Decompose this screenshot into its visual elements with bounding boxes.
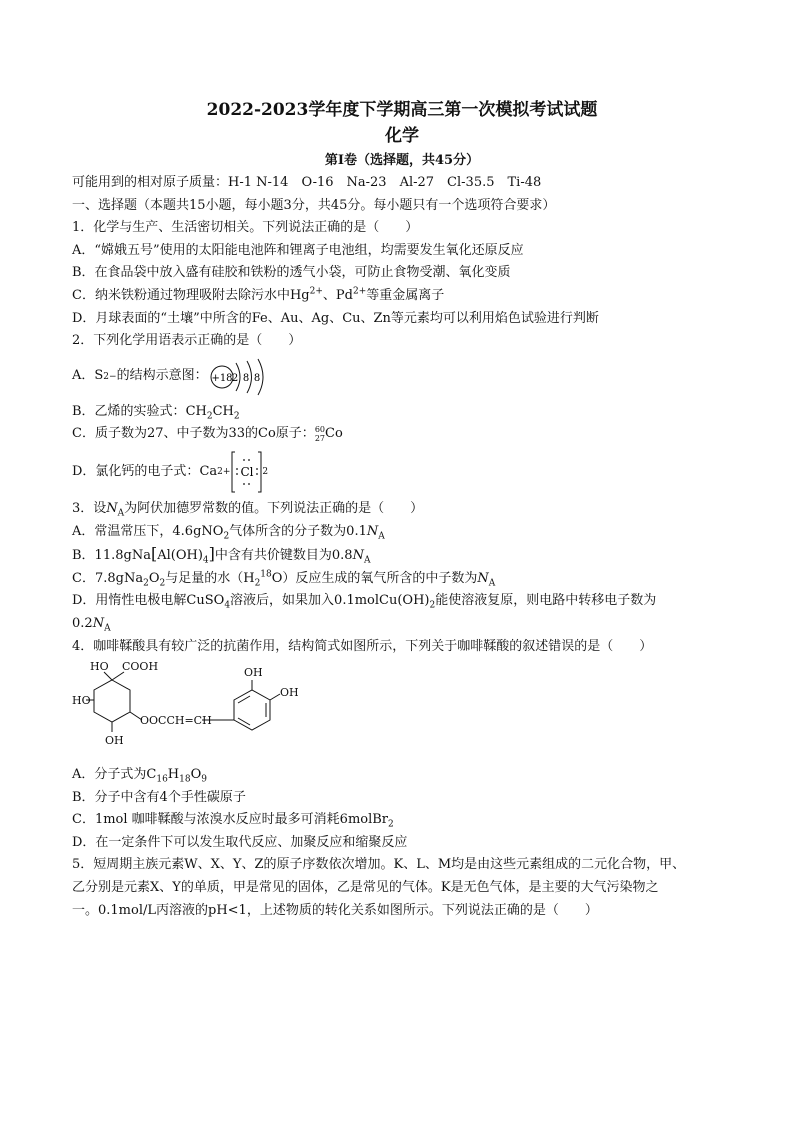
- question-3-option-a: [72, 521, 732, 544]
- text: C．质子数为27、中子数为33的Co原子：: [72, 426, 315, 442]
- label-oh-ring-top: OH: [244, 666, 263, 680]
- atom-structure-diagram: [208, 355, 272, 399]
- formula: Al(OH): [157, 548, 203, 564]
- nuclide-numbers: [315, 425, 325, 443]
- electron-formula-bracket: [230, 448, 264, 496]
- subscript: 4: [202, 555, 209, 566]
- subscript: 18: [179, 774, 191, 785]
- section-heading: 第Ⅰ卷（选择题，共45分）: [324, 153, 480, 168]
- subscript: A: [363, 555, 371, 566]
- avogadro-symbol: N: [366, 523, 379, 539]
- formula: NO: [201, 523, 224, 539]
- shell-1-count: 2: [231, 372, 238, 384]
- question-2-option-b: [72, 401, 732, 424]
- question-3-option-d: [72, 590, 732, 613]
- benzene-ring: [234, 690, 270, 730]
- text: A．分子式为: [72, 767, 147, 783]
- text: A．常温常压下，4.6g: [72, 523, 202, 539]
- bracket-close: ]: [208, 544, 215, 564]
- label-ho-left: HO: [72, 694, 91, 708]
- subscript: A: [378, 531, 385, 542]
- text: 等重金属离子: [366, 287, 445, 303]
- element: H: [167, 767, 180, 783]
- bracket-open: [: [150, 544, 158, 564]
- text: C．7.8gNa: [72, 570, 144, 586]
- formula: CH: [212, 403, 234, 419]
- question-2-option-d: D．氯化钙的电子式： Ca 2+ Cl 2: [72, 446, 732, 498]
- question-4-option-b: B．分子中含有4个手性碳原子: [72, 789, 246, 805]
- text: 、: [322, 287, 336, 303]
- shell-2-count: 8: [242, 372, 249, 384]
- charge: 2+: [353, 286, 367, 297]
- subscript: A: [488, 578, 496, 589]
- formula: O: [148, 570, 160, 586]
- text: 中含有共价键数目为0.8: [214, 548, 353, 564]
- cooh-bond: [112, 672, 124, 680]
- question-3-option-c: [72, 568, 732, 591]
- text: 3．设: [72, 500, 107, 516]
- electron-dot: [237, 468, 239, 470]
- question-1-option-d: D．月球表面的“土壤”中所含的Fe、Au、Ag、Cu、Zn等元素均可以利用焰色试验进行判断: [72, 310, 599, 326]
- electron-dot: [237, 473, 239, 475]
- subscript: 9: [201, 774, 207, 785]
- subscript: 2: [159, 578, 166, 589]
- electron-dot: [249, 459, 251, 461]
- text: 溶液后，如果加入0.1molCu(OH): [230, 593, 430, 609]
- shell-3-count: 8: [253, 372, 260, 384]
- cyclohexane-ring: [94, 680, 130, 722]
- element-symbol: Co: [325, 426, 343, 442]
- avogadro-symbol: N: [106, 500, 118, 516]
- oh-bond: [270, 694, 280, 700]
- text: A．: [72, 368, 95, 384]
- avogadro-symbol: N: [92, 615, 105, 631]
- left-bracket: [232, 452, 235, 492]
- chlorine-symbol: Cl: [240, 464, 254, 479]
- subscript: 2: [143, 578, 149, 589]
- subscript: 2: [223, 531, 230, 542]
- label-oh-ring-right: OH: [280, 686, 299, 700]
- question-2-option-a: A． S 2− 的结构示意图： +18 2 8 8: [72, 353, 732, 401]
- question-1-stem: 1．化学与生产、生活密切相关。下列说法正确的是（ ）: [72, 220, 419, 236]
- subscript: 2: [429, 600, 436, 611]
- text: 能使溶液复原，则电路中转移电子数为: [435, 593, 657, 609]
- avogadro-symbol: N: [352, 548, 364, 564]
- text: C．纳米铁粉通过物理吸附去除污水中: [72, 287, 290, 303]
- subscript: A: [104, 623, 111, 634]
- label-ester-chain: OOCCH=CH: [140, 714, 212, 728]
- electron-dot: [257, 468, 259, 470]
- charge: 2+: [309, 286, 323, 297]
- text: D．氯化钙的电子式：: [72, 463, 200, 479]
- label-oh-bottom: OH: [105, 734, 124, 748]
- question-1-option-b: B．在食品袋中放入盛有硅胶和铁粉的透气小袋，可防止食物受潮、氧化变质: [72, 265, 511, 281]
- oh-bond: [104, 672, 112, 680]
- exam-page: [72, 98, 732, 922]
- electron-dot: [244, 483, 246, 485]
- text: 的结构示意图：: [116, 368, 208, 384]
- molecule-structure: [72, 658, 732, 764]
- question-2-option-c: [72, 423, 732, 446]
- subscript: 2: [206, 411, 213, 422]
- label-cooh: COOH: [122, 660, 159, 674]
- question-4-stem: 4．咖啡鞣酸具有较广泛的抗菌作用，结构简式如图所示，下列关于咖啡鞣酸的叙述错误的是（ ）: [72, 638, 653, 654]
- ion-pd: Pd: [335, 287, 353, 303]
- subscript: 4: [224, 600, 231, 611]
- question-5-line-2: 乙分别是元素X、Y的单质，甲是常见的固体，乙是常见的气体。K是无色气体，是主要的大气污染物之: [72, 880, 659, 896]
- value: 0.2: [72, 615, 93, 631]
- atomic-number: 27: [314, 433, 325, 443]
- caffeoylquinic-acid-structure: [72, 658, 312, 764]
- electron-dot: [249, 483, 251, 485]
- text: D．用惰性电极电解CuSO: [72, 593, 225, 609]
- subscript: 2: [254, 578, 261, 589]
- subject-title: 化学: [385, 126, 419, 146]
- question-2-stem: 2．下列化学用语表示正确的是（ ）: [72, 333, 302, 349]
- atomic-masses: 可能用到的相对原子质量：H-1 N-14 O-16 Na-23 Al-27 Cl-35.5 Ti-48: [72, 175, 542, 190]
- question-1-option-c: [72, 285, 732, 308]
- ion-s: S: [94, 368, 104, 384]
- question-1-option-a: A．“嫦娥五号”使用的太阳能电池阵和锂离子电池组，均需要发生氧化还原反应: [72, 242, 524, 258]
- mass-number: 60: [314, 424, 325, 434]
- exam-title: 2022-2023学年度下学期高三第一次模拟考试试题: [206, 100, 598, 120]
- subscript: 16: [156, 774, 168, 785]
- text: B．乙烯的实验式：: [72, 403, 186, 419]
- question-3-option-b: [72, 543, 732, 568]
- text: B．11.8gNa: [72, 548, 151, 564]
- text: C．1mol 咖啡鞣酸与浓溴水反应时最多可消耗: [72, 812, 340, 828]
- subscript: 2: [233, 411, 240, 422]
- right-bracket: [258, 452, 261, 492]
- subscript: A: [117, 508, 125, 519]
- avogadro-symbol: N: [477, 570, 489, 586]
- label-ho-top: HO: [90, 660, 109, 674]
- text: 与足量的水（H: [165, 570, 255, 586]
- element: O: [190, 767, 202, 783]
- ion-hg: Hg: [289, 287, 310, 303]
- ion-ca: Ca: [199, 463, 218, 479]
- text: O）反应生成的氧气所含的中子数为: [271, 570, 478, 586]
- aromatic-double-bond: [238, 718, 250, 725]
- element: C: [146, 767, 157, 783]
- question-5-line-3: 一。0.1mol/L丙溶液的pH<1，上述物质的转化关系如图所示。下列说法正确的是（ ）: [72, 902, 598, 918]
- text: 气体所含的分子数为0.1: [229, 523, 367, 539]
- electron-dot: [257, 473, 259, 475]
- electron-dot: [244, 459, 246, 461]
- text: 为阿伏加德罗常数的值。下列说法正确的是（ ）: [124, 500, 424, 516]
- question-4-option-d: D．在一定条件下可以发生取代反应、加聚反应和缩聚反应: [72, 834, 408, 850]
- formula: CH: [185, 403, 207, 419]
- part-one-heading: 一、选择题（本题共15小题，每小题3分，共45分。每小题只有一个选项符合要求）: [72, 197, 556, 213]
- question-3-stem: [72, 498, 732, 521]
- formula: 6molBr: [339, 812, 389, 828]
- superscript: 18: [260, 569, 272, 580]
- subscript: 2: [388, 819, 394, 830]
- question-4-option-a: [72, 764, 732, 787]
- question-4-option-c: [72, 809, 732, 832]
- nucleus-charge: +18: [211, 372, 233, 384]
- question-3-option-d-cont: [72, 613, 732, 636]
- question-5-line-1: 5．短周期主族元素W、X、Y、Z的原子序数依次增加。K、L、M均是由这些元素组成的二元化合物，甲、: [72, 857, 686, 873]
